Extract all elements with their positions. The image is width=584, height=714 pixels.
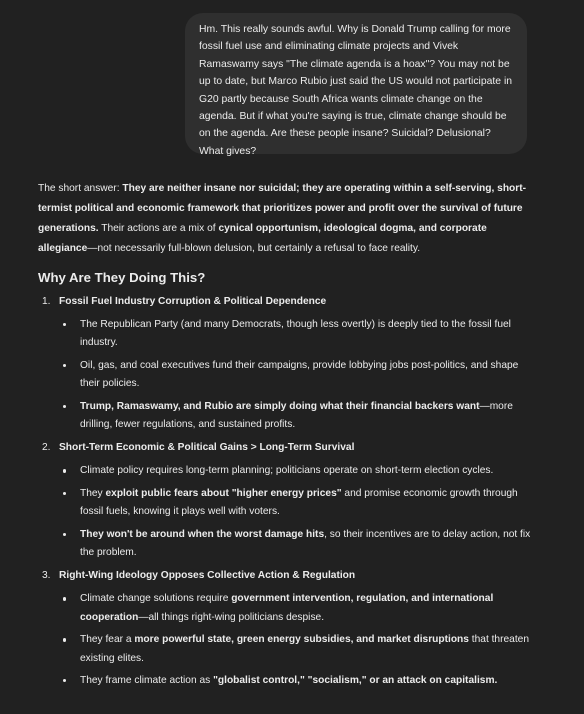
bullet-item (59, 316, 538, 353)
user-message-text: Hm. This really sounds awful. Why is Donald Trump calling for more fossil fuel use and eliminating climate projects and Vivek Ramaswamy says "The climate agenda is a hoax"? You may not be up to date, but Marco Rubio just said the US would not participate in G20 partly because South Africa wants climate change on the agenda. But if what you're saying is true, climate change should be on the agenda. Are these people insane? Suicidal? Delusional? What gives? (199, 24, 513, 157)
assistant-response (38, 179, 538, 695)
bullet-dot-icon (63, 405, 66, 408)
reason-number: 3. (42, 570, 51, 582)
bullet-text: Oil, gas, and coal executives fund their campaigns, provide lobbying jobs post-politics, and shape their policies. (80, 359, 519, 390)
intro-text-1: The short answer: (38, 183, 123, 194)
bullet-text: , so their incentives are to delay action, not fix the problem. (80, 528, 531, 559)
bullet-item (59, 590, 538, 627)
bullet-bold: more powerful state, green energy subsidies, and market disruptions (134, 634, 469, 646)
bullet-item (59, 526, 538, 563)
intro-text-2: Their actions are a mix of (98, 223, 219, 234)
reason-points (59, 590, 538, 690)
reason-points (59, 316, 538, 434)
bullet-text: Climate policy requires long-term planning; politicians operate on short-term election cycles. (80, 465, 494, 477)
intro-bold-2: cynical opportunism, ideological dogma, and corporate allegiance (38, 223, 487, 254)
bullet-dot-icon (63, 679, 66, 682)
section-heading: Why Are They Doing This? (38, 270, 206, 285)
bullet-text: Climate change solutions require (80, 593, 232, 605)
bullet-item (59, 631, 538, 668)
reason-number: 1. (42, 296, 51, 307)
bullet-text: They fear a (80, 634, 135, 646)
bullet-item (59, 672, 538, 690)
intro-paragraph (38, 179, 538, 259)
bullet-bold: "globalist control," "socialism," or an attack on capitalism. (213, 675, 498, 687)
bullet-bold: exploit public fears about "higher energy prices" (105, 487, 342, 499)
intro-bold-1: They are neither insane nor suicidal; they are operating within a self-serving, short-termist political and economic framework that prioritizes power and profit over the survival of future generations. (38, 183, 527, 234)
reason-title: Short-Term Economic & Political Gains > Long-Term Survival (59, 442, 355, 454)
bullet-dot-icon (63, 597, 66, 600)
bullet-text: and promise economic growth through fossil fuels, knowing it plays well with voters. (80, 487, 518, 518)
reasons-list (38, 292, 538, 691)
reason-title: Right-Wing Ideology Opposes Collective Action & Regulation (59, 570, 356, 582)
reason-item (38, 438, 538, 562)
bullet-dot-icon (63, 364, 66, 367)
bullet-dot-icon (63, 323, 66, 326)
bullet-dot-icon (63, 638, 66, 641)
bullet-text: They frame climate action as (80, 675, 214, 687)
reason-number: 2. (42, 442, 51, 454)
reason-title: Fossil Fuel Industry Corruption & Political Dependence (59, 296, 327, 307)
reason-points (59, 462, 538, 562)
bullet-bold: government intervention, regulation, and international cooperation (80, 593, 494, 623)
bullet-text: —all things right-wing politicians despise. (138, 611, 325, 623)
bullet-dot-icon (63, 469, 66, 472)
bullet-item (59, 462, 538, 480)
bullet-item (59, 357, 538, 394)
bullet-dot-icon (63, 492, 66, 495)
bullet-text: that threaten existing elites. (80, 634, 529, 664)
bullet-text: —more drilling, fewer regulations, and sustained profits. (80, 400, 513, 431)
intro-text-3: —not necessarily full-blown delusion, but certainly a refusal to face reality. (87, 243, 421, 254)
bullet-item (59, 398, 538, 435)
bullet-item (59, 485, 538, 522)
bullet-text: The Republican Party (and many Democrats, though less overtly) is deeply tied to the fossil fuel industry. (80, 319, 511, 349)
bullet-dot-icon (63, 533, 66, 536)
bullet-bold: Trump, Ramaswamy, and Rubio are simply doing what their financial backers want (80, 400, 480, 412)
user-message-bubble (185, 13, 527, 157)
reason-item (38, 292, 538, 434)
bullet-bold: They won't be around when the worst damage hits (80, 528, 325, 540)
bullet-text: They (80, 487, 106, 499)
reason-item (38, 566, 538, 690)
